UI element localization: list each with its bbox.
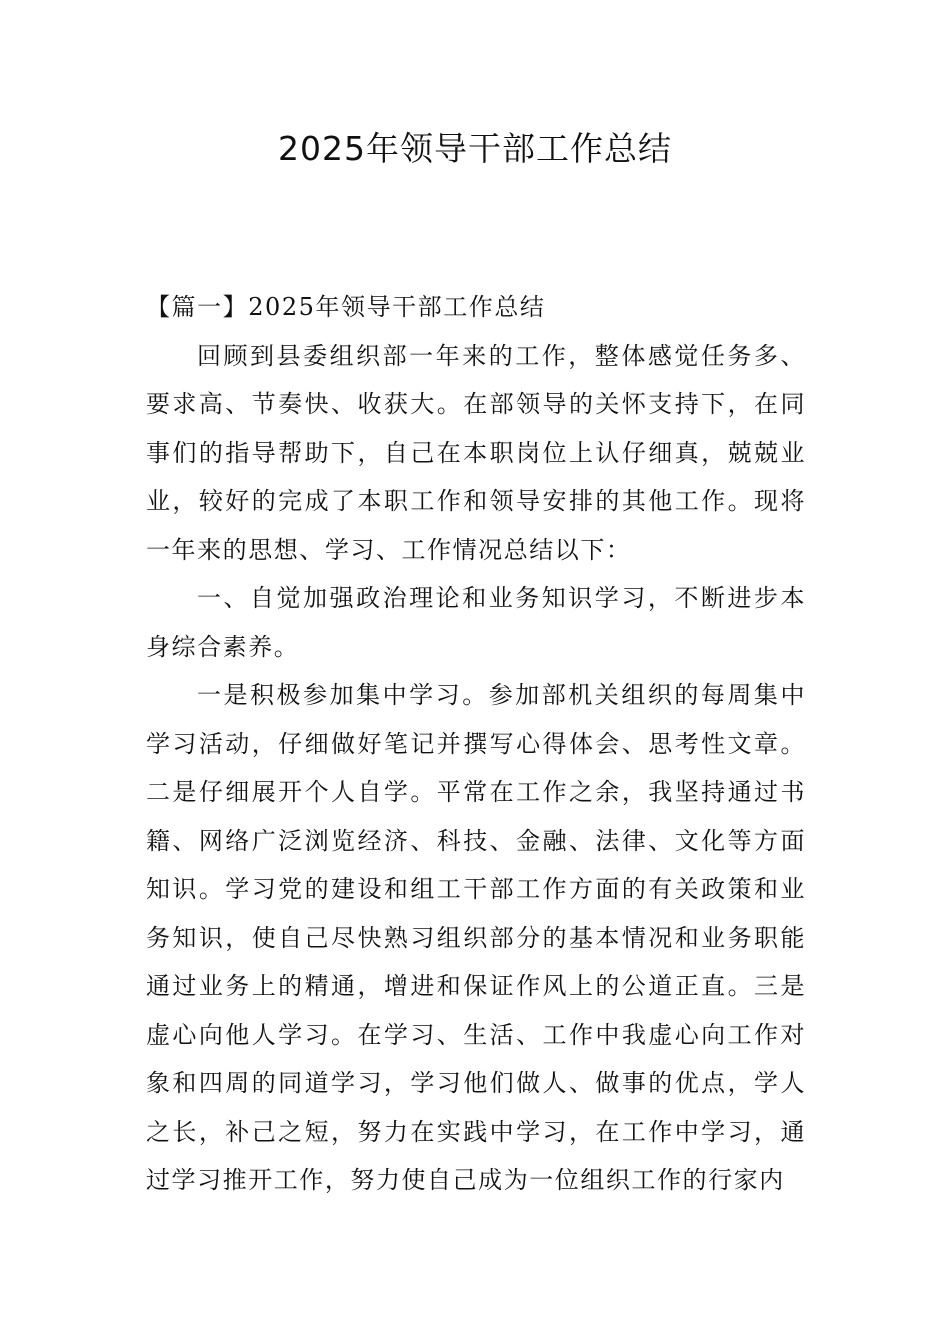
document-body bbox=[146, 283, 806, 1205]
paragraph-point-one: 一、自觉加强政治理论和业务知识学习，不断进步本身综合素养。 bbox=[146, 584, 806, 661]
section-heading: 【篇一】2025年领导干部工作总结 bbox=[146, 293, 546, 321]
paragraph-study-details: 一是积极参加集中学习。参加部机关组织的每周集中学习活动，仔细做好笔记并撰写心得体会、思考性文章。二是仔细展开个人自学。平常在工作之余，我坚持通过书籍、网络广泛浏览经济、科技、金融、法律、文化等方面知识。学习党的建设和组工干部工作方面的有关政策和业务知识，使自己尽快熟习组织部分的基本情况和业务职能通过业务上的精通，增进和保证作风上的公道正直。三是虚心向他人学习。在学习、生活、工作中我虚心向工作对象和四周的同道学习，学习他们做人、做事的优点，学人之长，补己之短，努力在实践中学习，在工作中学习，通过学习推开工作，努力使自己成为一位组织工作的行家内 bbox=[146, 681, 806, 1194]
paragraph-intro: 回顾到县委组织部一年来的工作，整体感觉任务多、要求高、节奏快、收获大。在部领导的关怀支持下，在同事们的指导帮助下，自己在本职岗位上认仔细真，兢兢业业，较好的完成了本职工作和领导安排的其他工作。现将一年来的思想、学习、工作情况总结以下： bbox=[146, 341, 806, 564]
document-title: 2025年领导干部工作总结 bbox=[278, 129, 672, 168]
